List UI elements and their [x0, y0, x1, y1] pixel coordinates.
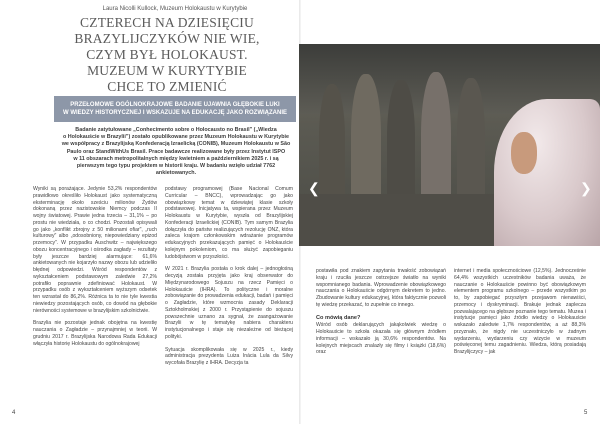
body-paragraph: Wyniki są porażające. Jedynie 53,2% respondentów prawidłowo określiło Holokaust jako systematyczną eksterminację około sześciu milionów Żydów dokonaną przez nazistowskie Niemcy podczas II wojny światowej. Prawie jedna trzecia – 31,1% – po prostu nie wiedziała, o co chodzi. Pozostali opisywali go jako „konflikt zbrojny z 50 milionami ofiar", „ruch kulturowy" albo „odosobniony, niepowiedziany epizod przemocy". W przypadku Auschwitz – największego obozu koncentracyjnego i ośrodka zagłady – rezultaty były jeszcze bardziej alarmujące: 61,6% ankietowanych nie kojarzyło nazwy obozu lub udzieliło błędnej odpowiedzi. Wśród respondentów z wykształceniem podstawowym zaledwie 27,2% potrafiło poprawnie zdefiniować Holokaust. W przypadku osób z wykształceniem wyższym odsetek ten wzrastał do 86,2%. Różnica ta to nie tyle kwestia niewiedzy pozostających osób, co dowód na głębokie nierówności systemowe w brazylijskim szkolnictwie.	[33, 186, 158, 314]
lead-line: Badanie zatytułowane „Conhecimento sobre o Holocausto no Brasil" („Wiedza	[75, 127, 277, 133]
lead-line: o Holokauście w Brazylii") zostało opublikowane przez Muzeum Holokaustu w Kurytybie	[62, 134, 289, 141]
photo-figure	[387, 80, 415, 208]
banner-line: PRZEŁOMOWE OGÓLNOKRAJOWE BADANIE UJAWNIA GŁĘBOKIE LUKI	[70, 102, 280, 108]
body-paragraph: Sytuacja skomplikowała się w 2025 r., kiedy administracja prezydenta Luiza Inácia Lula da Silvy wycofała Brazylię z IHRA. Decyzja ta	[165, 346, 293, 366]
author-byline: Laura Nicolli Kullock, Muzeum Holokaustu w Kurytybie	[102, 6, 248, 12]
text-column-4	[454, 268, 586, 362]
title-line: CHCE TO ZMIENIĆ	[107, 79, 227, 94]
article-title	[42, 15, 292, 95]
photo-face	[511, 132, 537, 174]
body-paragraph: W 2021 r. Brazylia postała o krok dalej – jednogłośną decyzją została przyjęta jako kraj obserwator do Międzynarodowego Sojuszu na rzecz Pamięci o Holokauście (IHRA). To polityczne i moralne zobowiązanie do prowadzenia edukacji, badań i pamięci o Zagładzie, które wzmocnia zasady Deklaracji Sztokholmskiej z 2000 r. Przystąpienie do sojuszu powszechnie uznano za sygnał, że zaangażowanie Brazylii w tę tematykę nabiera charakteru instytucjonalnego i staje się niezależne od bieżącej polityki.	[165, 266, 294, 340]
page-number-right: 5	[584, 410, 588, 416]
body-paragraph: podstawy programowej (Base Nacional Comum Curricular – BNCC), wprowadzając go jako obowiązkowy temat w dziewiątej klasie szkoły podstawowej. Inicjatywa ta, wspierana przez Muzeum Holokaustu w Kurytybie, wyszła od Brazylijskiej Konfederacji Izraelickiej (CONIB). Tym samym Brazylia dołączyła do państw realizujących rezolucję ONZ, która zaleca krajom członkowskim wdrażanie programów edukacyjnych przekazujących pamięć o Holokauście kolejnym pokoleniom, co ma służyć zapobieganiu ludobójstwom w przyszłości.	[165, 186, 294, 260]
photo-figure	[319, 84, 345, 204]
photo-figure	[457, 78, 485, 208]
section-heading: Co mówią dane?	[316, 314, 361, 321]
body-paragraph: internet i media społecznościowe (12,5%). Jednocześnie 64,4% wszystkich uczestników badania uważa, że nauczanie o Holokauście powinno być obowiązkowym elementem programu szkolnego – przede wszystkim po to, by zapobiegać przyszłym przejawom nienawiści, przemocy i dyskryminacji. Brakuje jednak zaplecza pozwalającego na głębsze poznanie tego tematu. Muzea i instytucje pamięci jako źródło wiedzy o Holokauście wskazało zaledwie 1,7% respondentów, a aż 88,3% przyznało, że nigdy nie uczestniczyło w żadnym wydarzeniu, wydarzeniu czy wizycie w muzeum poświęconej temu zagadnieniu. Wiedza, którą posiadają Brazylijczycy – jak	[454, 268, 587, 355]
text-column-2	[165, 186, 293, 373]
body-paragraph: postawiła pod znakiem zapytania trwałość zobowiązań kraju i rzuciła jeszcze ostrzejsze światło na wyniki wspomnianego badania. Wprowadzenie obowiązkowego nauczania o Holokauście odgórnym dekretem to jedno. Zbudowanie kultury edukacyjnej, która faktycznie pozwoli tę wiedzę przekazać, to zupełnie co innego.	[316, 268, 447, 308]
article-photo	[299, 44, 600, 246]
photo-headscarf-figure	[494, 99, 600, 246]
lead-paragraph	[56, 127, 296, 177]
chevron-left-icon[interactable]: ❮	[308, 180, 320, 196]
text-column-1	[33, 186, 157, 353]
photo-figure	[351, 74, 381, 209]
body-paragraph: Wśród osób deklarujących jakąkolwiek wiedzę o Holokauście to szkoła okazała się głównym źródłem informacji – wskazało ją 30,6% respondentów. Na kolejnych miejscach znalazły się filmy i książki (18,6%) oraz	[316, 322, 447, 356]
page-number-left: 4	[12, 410, 16, 416]
lead-line: pierwszym tego typu projektem w historii kraju. W badaniu wzięło udział 7762	[76, 163, 276, 170]
lead-line: Paulo oraz StandWithUs Brasil. Prace badawcze realizowane były przez Instytut ISPO	[66, 148, 286, 155]
title-line: MUZEUM W KURYTYBIE	[87, 63, 247, 78]
lead-line: ankietowanych.	[155, 170, 197, 177]
title-line: CZTERECH NA DZIESIĘCIU	[80, 15, 254, 30]
banner-line: W WIEDZY HISTORYCZNEJ I WSKAZUJE NA EDUKACJĘ JAKO ROZWIĄZANIE	[62, 110, 287, 116]
lead-line: w 11 obszarach metropolitalnych między kwietniem a październikiem 2025 r. i są	[73, 155, 279, 162]
photo-figure	[421, 72, 451, 212]
title-line: CZYM BYŁ HOLOKAUST.	[86, 47, 248, 62]
chevron-right-icon[interactable]: ❯	[580, 180, 592, 196]
body-paragraph: Brazylia nie pozostaje jednak obojętna na kwestię nauczania o Zagładzie – przynajmniej w teorii. W grudniu 2017 r. Brazylijska Narodowa Rada Edukacji włączyła historię Holokaustu do ogólnokrajowej	[33, 320, 157, 347]
photo-ground	[299, 194, 499, 246]
lead-line: we współpracy z Brazylijską Konfederacją Izraelicką (CONIB), Muzeum Holokaustu w São	[61, 141, 291, 148]
title-line: BRAZYLIJCZYKÓW NIE WIE,	[74, 31, 260, 46]
text-column-3	[316, 268, 446, 362]
subtitle-banner	[54, 96, 296, 122]
